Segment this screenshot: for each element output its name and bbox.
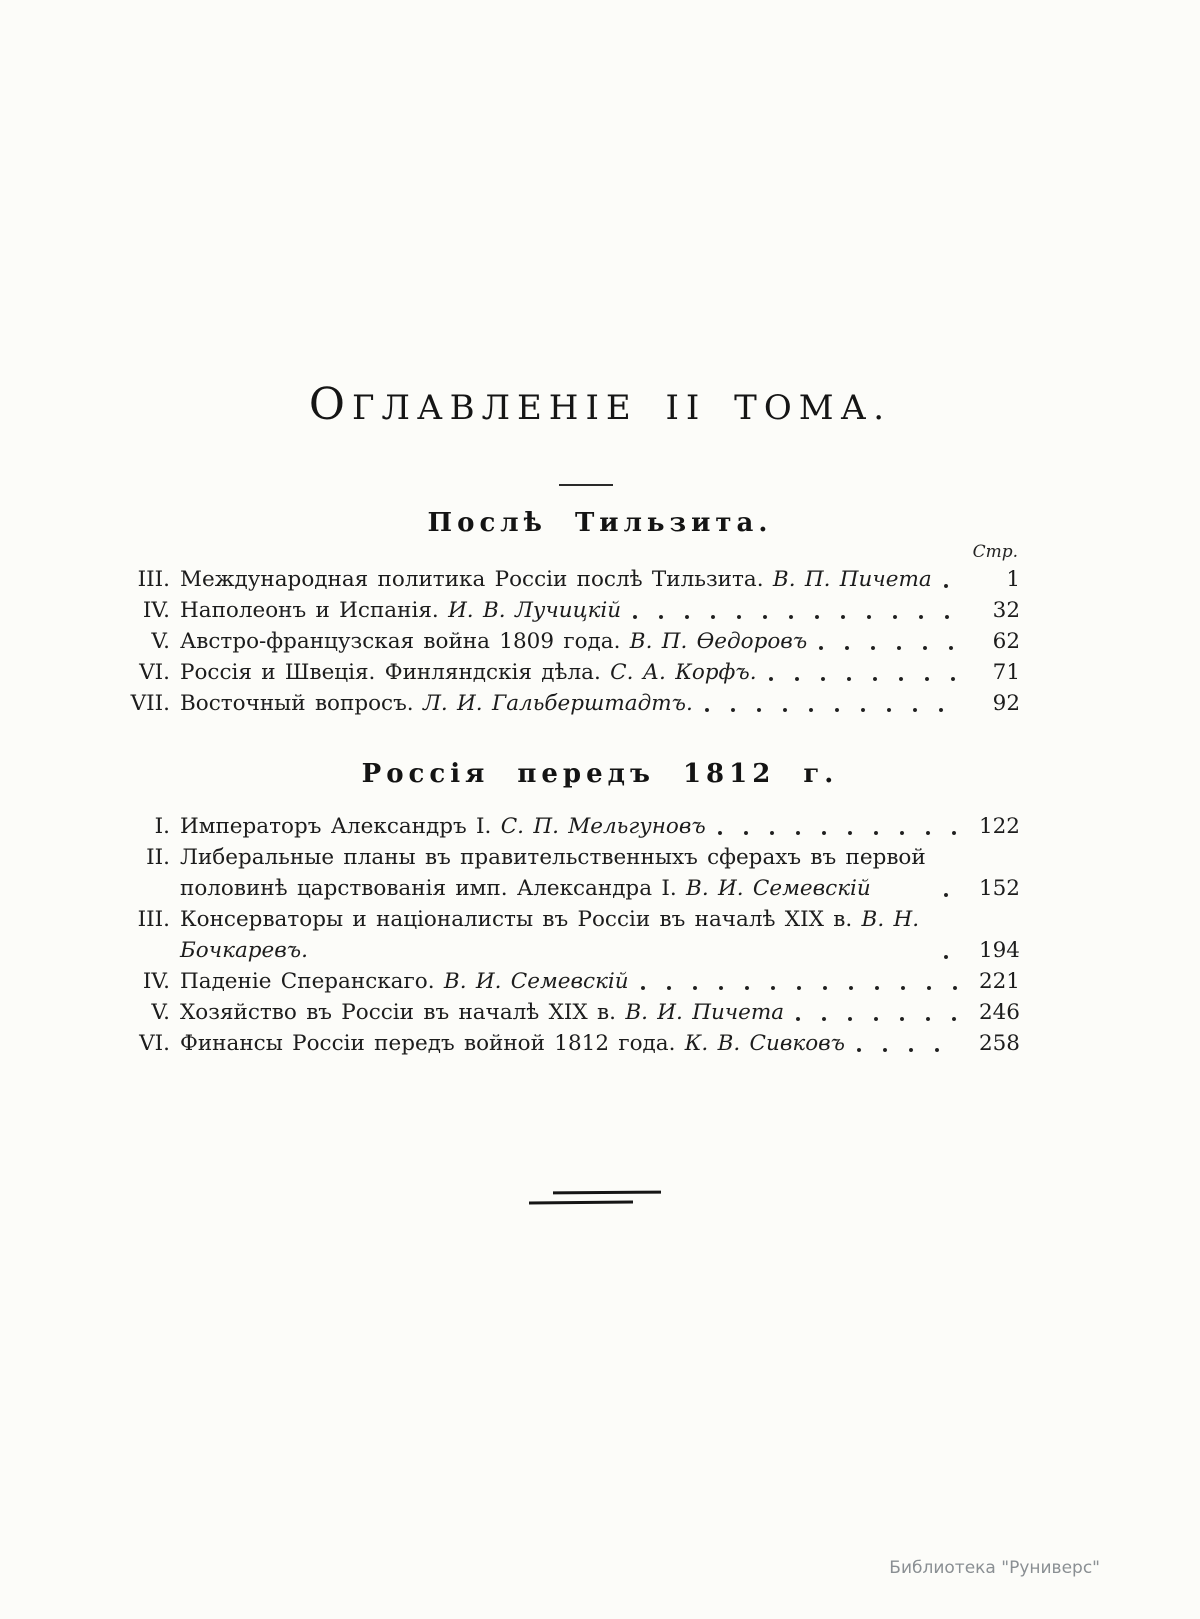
toc-row xyxy=(118,842,1020,904)
toc-item-author: В. П. Ѳедоровъ xyxy=(629,629,808,654)
toc-item-page: 92 xyxy=(992,691,1020,716)
toc-item-author: К. В. Сивковъ xyxy=(684,1031,845,1056)
toc-item-text xyxy=(180,811,706,842)
toc-item-page: 32 xyxy=(992,598,1020,623)
dot-leader xyxy=(718,831,960,835)
end-divider-flourish-top xyxy=(553,1191,661,1194)
toc-item-author: И. В. Лучицкій xyxy=(448,598,622,623)
toc-item-number: I. xyxy=(154,814,170,839)
toc-item-author: В. И. Семевскій xyxy=(686,876,871,901)
title-divider-dash xyxy=(559,484,613,486)
toc-item-number: III. xyxy=(137,907,170,932)
table-of-contents xyxy=(118,542,1020,719)
dot-leader xyxy=(641,986,960,990)
toc-item-title: Консерваторы и націоналисты въ Россіи въ началѣ XIX в. xyxy=(180,907,853,932)
toc-item-page: 246 xyxy=(978,1000,1020,1025)
toc-item-text xyxy=(180,564,932,595)
toc-item-page: 71 xyxy=(992,660,1020,685)
toc-item-title: Либеральные планы въ правительственныхъ сферахъ въ первой половинѣ царствованія имп. Александра I. xyxy=(180,845,926,901)
toc-item-number: IV. xyxy=(142,969,170,994)
toc-item-number: VII. xyxy=(130,691,170,716)
page-title: ОГЛАВЛЕНІЕ II ТОМА. xyxy=(308,379,892,430)
dot-leader xyxy=(944,584,960,588)
toc-item-title: Финансы Россіи передъ войной 1812 года. xyxy=(180,1031,676,1056)
dot-leader xyxy=(944,955,960,959)
toc-item-page: 221 xyxy=(978,969,1020,994)
page-column-label: Стр. xyxy=(972,542,1018,562)
toc-item-text xyxy=(180,966,629,997)
toc-item-author: В. П. Пичета xyxy=(772,567,932,592)
dot-leader xyxy=(705,708,960,712)
toc-item-title: Россія и Швеція. Финляндскія дѣла. xyxy=(180,660,601,685)
toc-item-title: Восточный вопросъ. xyxy=(180,691,414,716)
toc-item-text xyxy=(180,997,784,1028)
dot-leader xyxy=(944,893,960,897)
toc-item-text xyxy=(180,1028,845,1059)
library-watermark: Библиотека "Руниверс" xyxy=(889,1558,1100,1578)
toc-row xyxy=(118,811,1020,842)
toc-item-title: Наполеонъ и Испанія. xyxy=(180,598,439,623)
toc-item-author: В. И. Семевскій xyxy=(443,969,629,994)
toc-row xyxy=(118,595,1020,626)
toc-row xyxy=(118,688,1020,719)
dot-leader xyxy=(769,677,960,681)
section-heading-russia-before-1812: Россія передъ 1812 г. xyxy=(361,759,839,789)
section-heading-after-tilsit: Послѣ Тильзита. xyxy=(427,508,773,538)
dot-leader xyxy=(857,1048,960,1052)
toc-section-1 xyxy=(118,564,1020,719)
toc-item-text xyxy=(180,626,807,657)
toc-row xyxy=(118,997,1020,1028)
toc-item-number: VI. xyxy=(139,1031,170,1056)
toc-item-page: 258 xyxy=(978,1031,1020,1056)
toc-item-title: Австро-французская война 1809 года. xyxy=(180,629,621,654)
dot-leader xyxy=(819,646,960,650)
toc-item-author: С. П. Мельгуновъ xyxy=(500,814,706,839)
toc-item-number: VI. xyxy=(139,660,170,685)
toc-item-title: Хозяйство въ Россіи въ началѣ XIX в. xyxy=(180,1000,616,1025)
toc-item-number: V. xyxy=(151,1000,170,1025)
toc-item-title: Паденіе Сперанскаго. xyxy=(180,969,435,994)
toc-item-author: Л. И. Гальберштадтъ. xyxy=(422,691,693,716)
toc-row xyxy=(118,626,1020,657)
end-divider-flourish-bottom xyxy=(529,1200,633,1204)
toc-row xyxy=(118,966,1020,997)
toc-item-text xyxy=(180,904,932,966)
toc-row xyxy=(118,1028,1020,1059)
toc-item-number: II. xyxy=(146,845,170,870)
toc-item-page: 152 xyxy=(978,876,1020,901)
toc-item-text xyxy=(180,595,621,626)
toc-item-number: IV. xyxy=(142,598,170,623)
toc-item-text xyxy=(180,657,757,688)
toc-row xyxy=(118,657,1020,688)
toc-item-page: 122 xyxy=(978,814,1020,839)
toc-item-author: В. Н. Бочкаревъ. xyxy=(180,907,920,963)
toc-section-2 xyxy=(118,811,1020,1059)
toc-item-page: 1 xyxy=(1006,567,1020,592)
toc-item-number: III. xyxy=(137,567,170,592)
toc-item-text xyxy=(180,842,932,904)
table-of-contents-2 xyxy=(118,811,1020,1059)
dot-leader xyxy=(633,615,960,619)
toc-row xyxy=(118,564,1020,595)
toc-item-number: V. xyxy=(151,629,170,654)
toc-item-page: 62 xyxy=(992,629,1020,654)
dot-leader xyxy=(796,1017,960,1021)
toc-item-title: Императоръ Александръ I. xyxy=(180,814,492,839)
toc-item-title: Международная политика Россіи послѣ Тильзита. xyxy=(180,567,764,592)
toc-item-author: С. А. Корфъ. xyxy=(610,660,757,685)
toc-item-text xyxy=(180,688,693,719)
toc-item-author: В. И. Пичета xyxy=(625,1000,785,1025)
toc-item-page: 194 xyxy=(978,938,1020,963)
toc-row xyxy=(118,904,1020,966)
